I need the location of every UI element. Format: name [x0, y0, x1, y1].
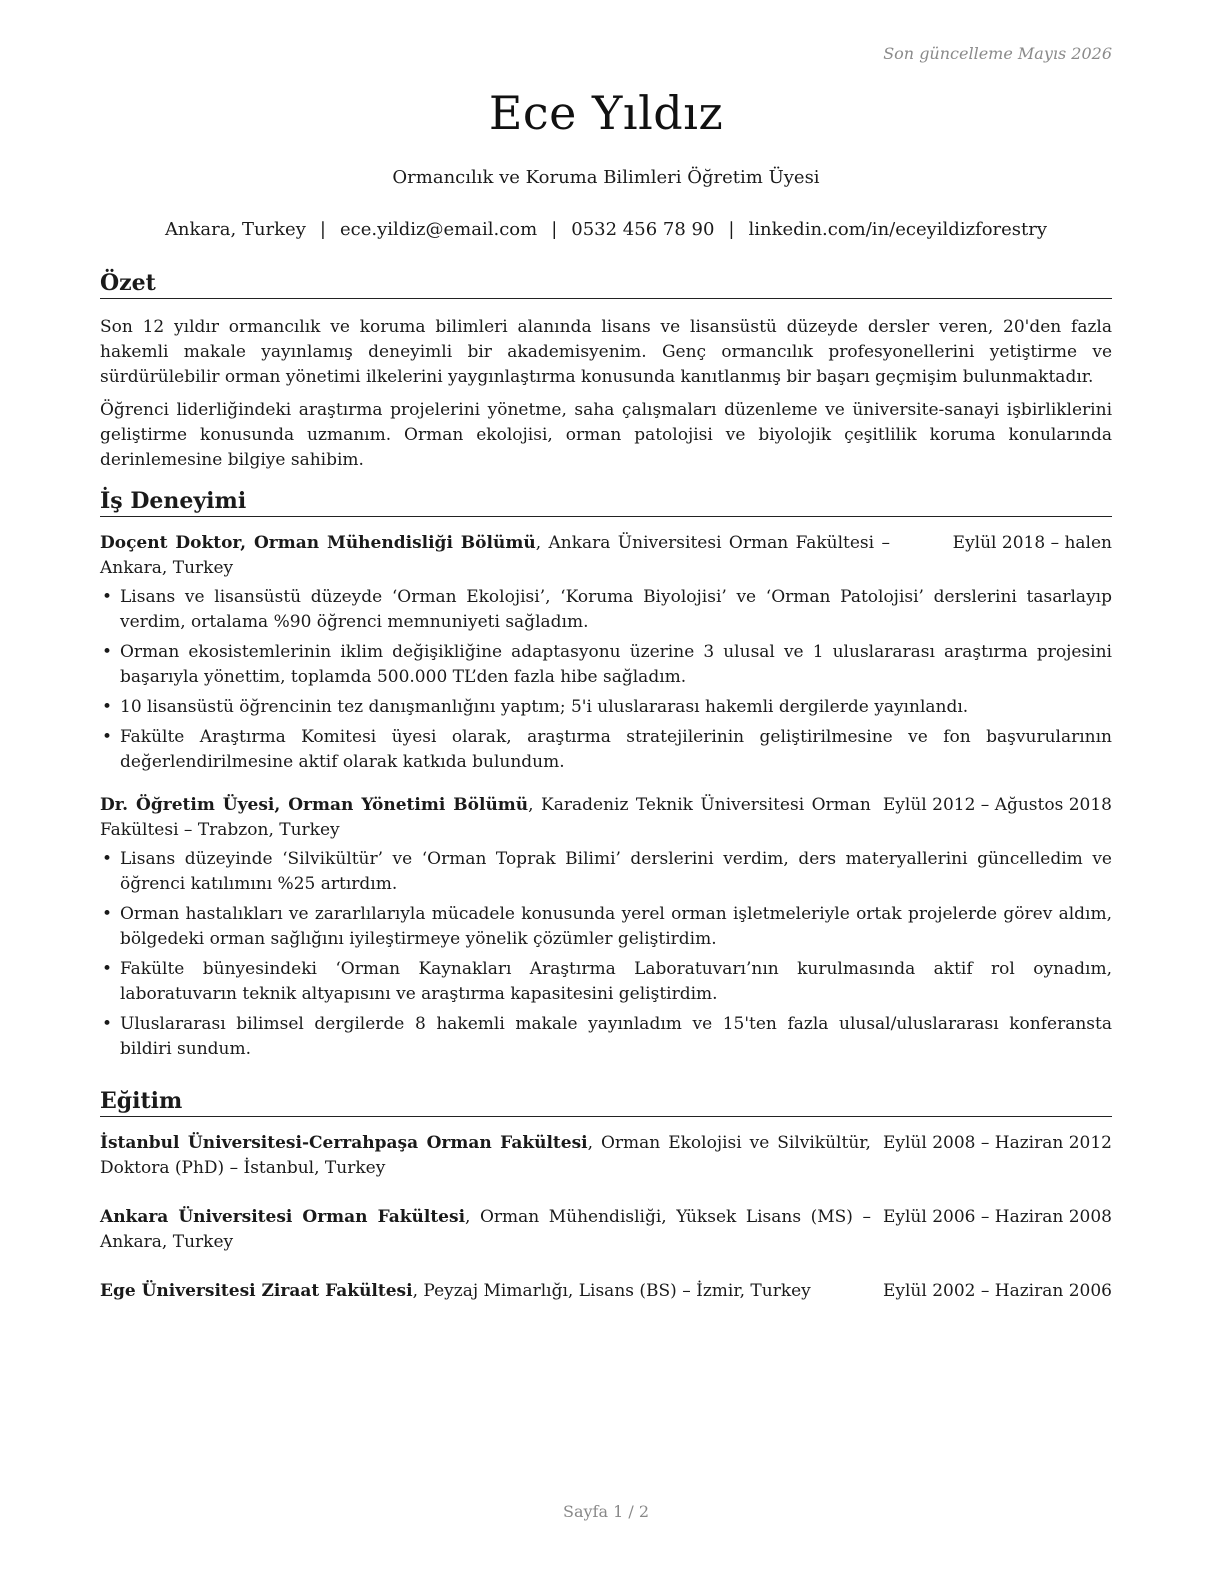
- bullet-dot-icon: •: [102, 959, 113, 979]
- degree-detail: , Peyzaj Mimarlığı, Lisans (BS) – İzmir, Turkey: [412, 1281, 811, 1301]
- school-name: İstanbul Üniversitesi-Cerrahpaşa Orman Fakültesi: [100, 1133, 588, 1153]
- last-updated: Son güncelleme Mayıs 2026: [883, 44, 1112, 63]
- contact-location: Ankara, Turkey: [164, 219, 306, 240]
- job-title: Ormancılık ve Koruma Bilimleri Öğretim Üyesi: [392, 167, 820, 188]
- degree-detail: , Orman Ekolojisi ve Silvikültür, Doktora (PhD) – İstanbul, Turkey: [100, 1133, 871, 1178]
- education-dates: Eylül 2006 – Haziran 2008: [882, 1207, 1112, 1227]
- job-dates: Eylül 2012 – Ağustos 2018: [882, 795, 1112, 815]
- resume-page: [100, 0, 1112, 1584]
- list-item: • 10 lisansüstü öğrencinin tez danışmanlığını yaptım; 5'i uluslararası hakemli dergilerde yayınlandı.: [100, 695, 1112, 720]
- experience-section: [100, 488, 1112, 1067]
- school-name: Ege Üniversitesi Ziraat Fakültesi: [100, 1281, 413, 1301]
- education-entry: [100, 1279, 1112, 1304]
- list-item: • Orman ekosistemlerinin iklim değişikliğine adaptasyonu üzerine 3 ulusal ve 1 uluslararası araştırma projesini başarıyla yönettim, toplamda 500.000 TL’den fazla hibe sağladım.: [102, 642, 1112, 687]
- contact-separator: |: [319, 219, 326, 240]
- summary-paragraph: Öğrenci liderliğindeki araştırma projelerini yönetme, saha çalışmaları düzenleme ve üniversite-sanayi işbirliklerini geliştirme konusunda uzmanım. Orman ekolojisi, orman patolojisi ve biyolojik çeşitlilik koruma konularında derinlemesine bilgiye sahibim.: [100, 400, 1112, 470]
- list-item: • Uluslararası bilimsel dergilerde 8 hakemli makale yayınladım ve 15'ten fazla ulusal/uluslararası konferansta bildiri sundum.: [102, 1014, 1112, 1059]
- experience-title: İş Deneyimi: [100, 488, 1112, 517]
- job-organization: , Karadeniz Teknik Üniversitesi Orman Fakültesi – Trabzon, Turkey: [100, 795, 871, 840]
- person-name: Ece Yıldız: [488, 86, 724, 140]
- school-name: Ankara Üniversitesi Orman Fakültesi: [100, 1207, 466, 1227]
- education-title: Eğitim: [100, 1088, 1112, 1117]
- job-bullets: [100, 847, 1112, 1062]
- list-item: • Lisans düzeyinde ‘Silvikültür’ ve ‘Orman Toprak Bilimi’ derslerini verdim, ders materyallerini güncelledim ve öğrenci katılımını %25 artırdım.: [102, 849, 1112, 894]
- job-dates: Eylül 2018 – halen: [952, 533, 1112, 553]
- contact-email[interactable]: ece.yildiz@email.com: [339, 219, 538, 240]
- education-dates: Eylül 2002 – Haziran 2006: [882, 1281, 1112, 1301]
- degree-detail: , Orman Mühendisliği, Yüksek Lisans (MS) – Ankara, Turkey: [100, 1207, 871, 1252]
- bullet-dot-icon: •: [102, 727, 113, 747]
- contact-separator: |: [728, 219, 735, 240]
- contact-separator: |: [551, 219, 558, 240]
- job-entry: [100, 531, 1112, 775]
- job-role: Doçent Doktor, Orman Mühendisliği Bölümü: [100, 533, 536, 553]
- list-item: • Fakülte Araştırma Komitesi üyesi olarak, araştırma stratejilerinin geliştirilmesine ve fon başvurularının değerlendirilmesine aktif olarak katkıda bulundum.: [102, 727, 1112, 772]
- education-entry: [100, 1205, 1112, 1255]
- summary-paragraph: Son 12 yıldır ormancılık ve koruma bilimleri alanında lisans ve lisansüstü düzeyde dersler veren, 20'den fazla hakemli makale yayınlamış deneyimli bir akademisyenim. Genç ormancılık profesyonellerini yetiştirme ve sürdürülebilir orman yönetimi ilkelerini yaygınlaştırma konusunda kanıtlanmış bir başarı geçmişim bulunmaktadır.: [100, 317, 1112, 387]
- summary-section: [100, 270, 1112, 473]
- bullet-dot-icon: •: [102, 642, 113, 662]
- contact-line: [100, 219, 1112, 240]
- contact-phone: 0532 456 78 90: [571, 219, 715, 240]
- bullet-dot-icon: •: [102, 849, 113, 869]
- list-item: • Fakülte bünyesindeki ‘Orman Kaynakları Araştırma Laboratuvarı’nın kurulmasında aktif rol oynadım, laboratuvarın teknik altyapısını ve araştırma kapasitesini geliştirdim.: [102, 959, 1112, 1004]
- bullet-dot-icon: •: [102, 697, 113, 717]
- education-section: [100, 1088, 1112, 1304]
- list-item: • Lisans ve lisansüstü düzeyde ‘Orman Ekolojisi’, ‘Koruma Biyolojisi’ ve ‘Orman Patolojisi’ derslerini tasarlayıp verdim, ortalama %90 öğrenci memnuniyeti sağladım.: [102, 587, 1112, 632]
- list-item: • Orman hastalıkları ve zararlılarıyla mücadele konusunda yerel orman işletmeleriyle ortak projelerde görev aldım, bölgedeki orman sağlığını iyileştirmeye yönelik çözümler geliştirdim.: [102, 904, 1112, 949]
- job-organization: , Ankara Üniversitesi Orman Fakültesi – Ankara, Turkey: [100, 533, 890, 578]
- job-entry: [100, 793, 1112, 1062]
- education-dates: Eylül 2008 – Haziran 2012: [882, 1133, 1112, 1153]
- bullet-dot-icon: •: [102, 904, 113, 924]
- page-number: Sayfa 1 / 2: [562, 1502, 649, 1521]
- bullet-dot-icon: •: [102, 587, 113, 607]
- job-role: Dr. Öğretim Üyesi, Orman Yönetimi Bölümü: [100, 795, 529, 815]
- bullet-dot-icon: •: [102, 1014, 113, 1034]
- summary-title: Özet: [100, 270, 1112, 299]
- contact-linkedin[interactable]: linkedin.com/in/eceyildizforestry: [748, 219, 1048, 240]
- job-bullets: [100, 585, 1112, 775]
- education-entry: [100, 1131, 1112, 1181]
